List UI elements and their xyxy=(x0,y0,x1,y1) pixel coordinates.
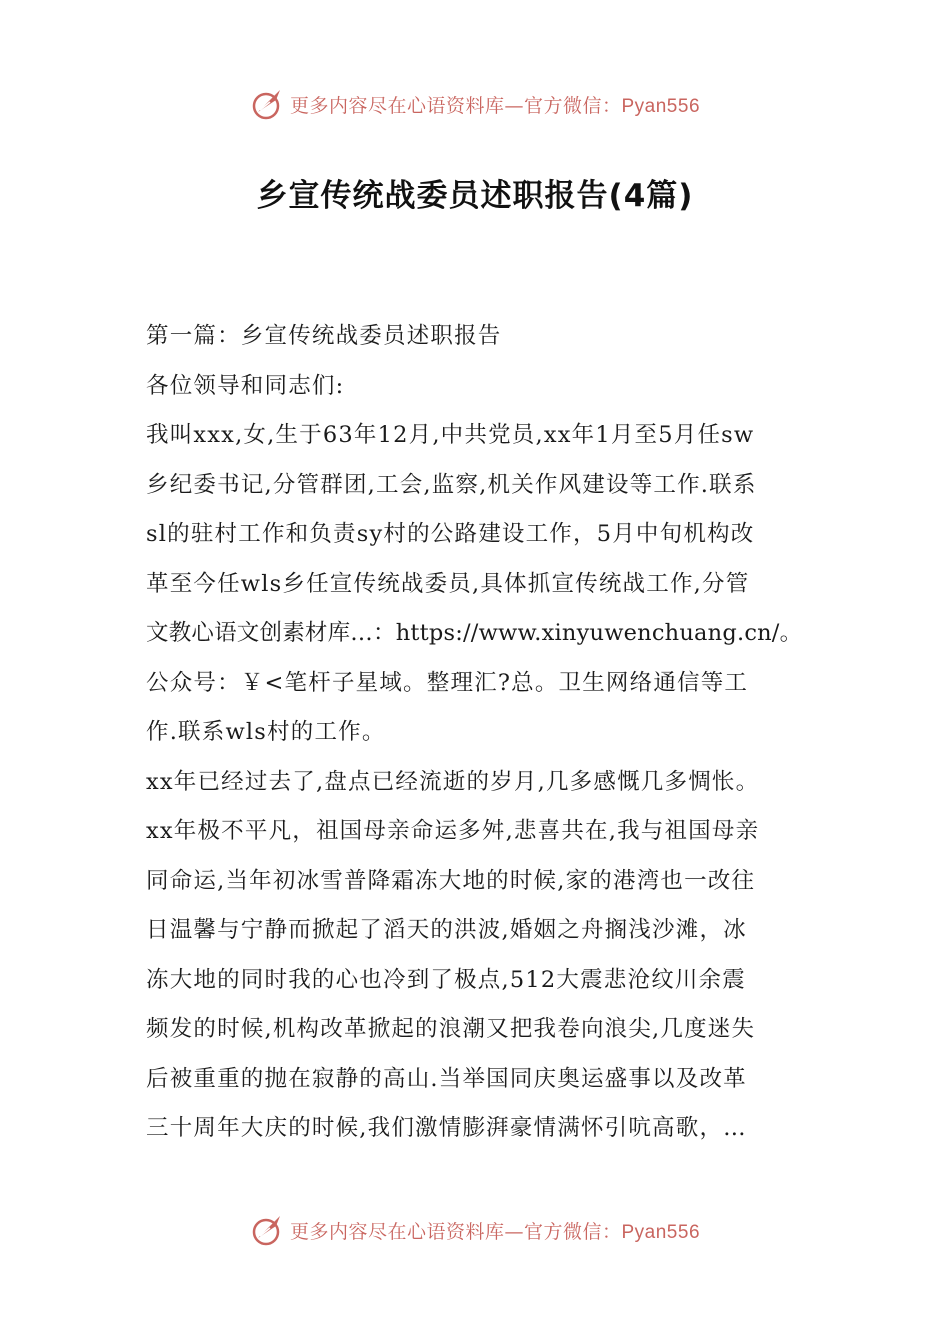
watermark-handle: Pyan556 xyxy=(621,95,701,117)
watermark-text: 更多内容尽在心语资料库—官方微信：Pyan556 xyxy=(289,1220,701,1243)
header-watermark xyxy=(0,84,950,124)
body-line: 作.联系wls村的工作。 xyxy=(146,719,386,745)
body-line: 后被重重的抛在寂静的高山.当举国同庆奥运盛事以及改革 xyxy=(146,1065,747,1092)
body-line: 文教心语文创素材库…：https://www.xinyuwenchuang.cn/。 xyxy=(146,620,803,646)
body-line: 革至今任wls乡任宣传统战委员,具体抓宣传统战工作,分管 xyxy=(146,570,750,597)
body-line: 各位领导和同志们: xyxy=(146,372,345,399)
body-line: 我叫xxx,女,生于63年12月,中共党员,xx年1月至5月任sw xyxy=(146,422,755,448)
body-line: 三十周年大庆的时候,我们激情膨湃豪情满怀引吭高歌，… xyxy=(146,1115,747,1141)
quill-logo-icon xyxy=(250,86,286,122)
body-line: 频发的时候,机构改革掀起的浪潮又把我卷向浪尖,几度迷失 xyxy=(146,1016,756,1042)
body-line: sl的驻村工作和负责sy村的公路建设工作，5月中旬机构改 xyxy=(146,521,755,547)
body-line: 冻大地的同时我的心也冷到了极点,512大震悲沧纹川余震 xyxy=(146,966,746,993)
page-title: 乡宣传统战委员述职报告(4篇) xyxy=(256,178,694,214)
body-line: xx年已经过去了,盘点已经流逝的岁月,几多感慨几多惆怅。 xyxy=(146,768,760,795)
watermark-text: 更多内容尽在心语资料库—官方微信：Pyan556 xyxy=(289,94,701,117)
body-line: 日温馨与宁静而掀起了滔天的洪波,婚姻之舟搁浅沙滩，冰 xyxy=(146,917,747,943)
body-line: 第一篇：乡宣传统战委员述职报告 xyxy=(146,323,502,349)
body-line: 乡纪委书记,分管群团,工会,监察,机关作风建设等工作.联系 xyxy=(146,471,757,498)
document-body xyxy=(146,312,806,1154)
footer-watermark xyxy=(0,1210,950,1250)
body-line: 公众号：￥<笔杆子星域。整理汇?总。卫生网络通信等工 xyxy=(146,669,749,696)
quill-logo-icon xyxy=(250,1212,286,1248)
watermark-handle: Pyan556 xyxy=(621,1221,701,1243)
body-line: 同命运,当年初冰雪普降霜冻大地的时候,家的港湾也一改往 xyxy=(146,867,756,894)
body-line: xx年极不平凡，祖国母亲命运多舛,悲喜共在,我与祖国母亲 xyxy=(146,818,760,844)
